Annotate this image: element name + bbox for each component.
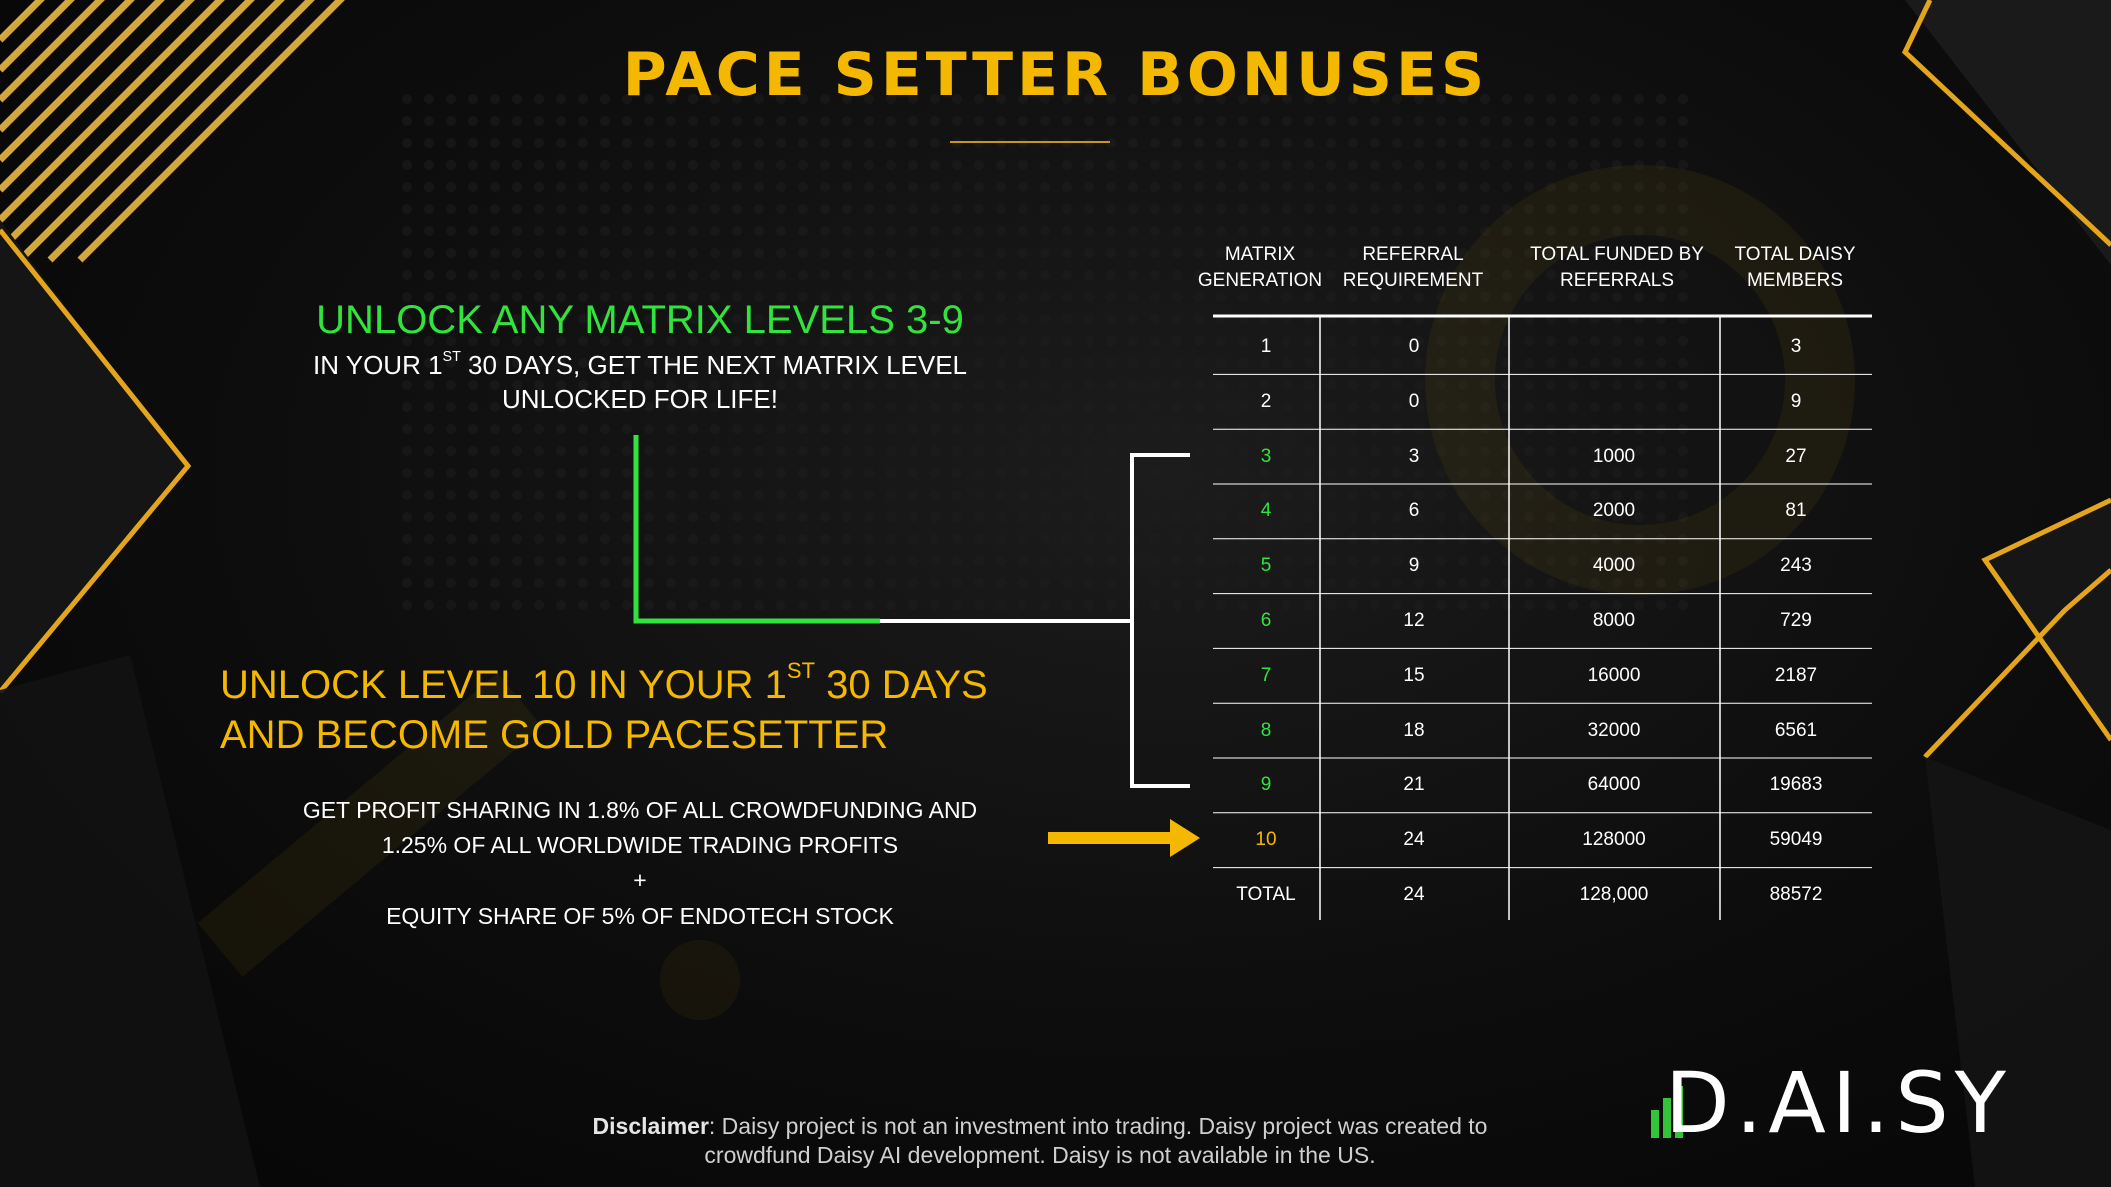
cell-members: 6561 xyxy=(1774,719,1818,741)
header-matrix-generation: MATRIX GENERATION xyxy=(1197,244,1323,291)
cell-members: 59049 xyxy=(1769,829,1823,851)
cell-generation: 5 xyxy=(1260,555,1272,577)
cell-generation: 10 xyxy=(1255,829,1277,851)
cell-requirement: 24 xyxy=(1403,829,1425,851)
benefit-line-3: EQUITY SHARE OF 5% OF ENDOTECH STOCK xyxy=(386,903,894,929)
cell-funded: 128,000 xyxy=(1579,884,1649,905)
cell-requirement: 0 xyxy=(1408,390,1420,412)
unlock-ten-heading: UNLOCK LEVEL 10 IN YOUR 1ST 30 DAYS AND BECOME GOLD PACESETTER xyxy=(220,658,988,757)
cell-generation: 8 xyxy=(1260,719,1272,741)
cell-generation: TOTAL xyxy=(1236,884,1296,905)
cell-funded: 8000 xyxy=(1592,610,1636,631)
cell-members: 729 xyxy=(1780,610,1812,631)
cell-members: 9 xyxy=(1790,390,1802,412)
benefit-line-1: GET PROFIT SHARING IN 1.8% OF ALL CROWDFUNDING AND xyxy=(302,797,978,823)
cell-requirement: 12 xyxy=(1403,610,1425,631)
cell-generation: 9 xyxy=(1260,774,1272,796)
header-total-funded: TOTAL FUNDED BY REFERRALS xyxy=(1530,244,1704,291)
cell-funded: 32000 xyxy=(1587,719,1641,741)
header-total-members: TOTAL DAISY MEMBERS xyxy=(1734,244,1856,291)
cell-requirement: 3 xyxy=(1408,445,1420,467)
gold-arrow-icon xyxy=(1048,819,1200,857)
cell-requirement: 21 xyxy=(1403,774,1425,796)
cell-members: 19683 xyxy=(1769,774,1823,796)
cell-members: 27 xyxy=(1785,445,1807,467)
cell-requirement: 24 xyxy=(1403,884,1425,905)
disclaimer: Disclaimer: Daisy project is not an investment into trading. Daisy project was created to crowdfund Daisy AI development. Daisy is not available in the US. xyxy=(592,1113,1488,1168)
gold-stripes-top-left xyxy=(0,0,345,260)
cell-members: 2187 xyxy=(1774,664,1818,686)
cell-generation: 2 xyxy=(1260,390,1272,412)
cell-funded: 64000 xyxy=(1587,774,1641,796)
cell-members: 3 xyxy=(1790,336,1802,357)
cell-funded: 128000 xyxy=(1582,829,1646,851)
cell-members: 81 xyxy=(1785,500,1807,522)
cell-funded: 4000 xyxy=(1592,555,1636,577)
cell-requirement: 15 xyxy=(1403,664,1425,686)
cell-members: 243 xyxy=(1780,555,1812,577)
benefit-line-2: 1.25% OF ALL WORLDWIDE TRADING PROFITS xyxy=(381,832,899,858)
unlock-any-heading: UNLOCK ANY MATRIX LEVELS 3-9 xyxy=(316,298,964,342)
cell-generation: 6 xyxy=(1260,610,1272,631)
header-referral-requirement: REFERRAL REQUIREMENT xyxy=(1342,244,1484,291)
cell-generation: 3 xyxy=(1260,445,1272,467)
benefit-plus: + xyxy=(633,867,647,893)
cell-generation: 1 xyxy=(1260,336,1272,357)
slide: PACE SETTER BONUSES UNLOCK ANY MATRIX LEVELS 3-9 IN YOUR 1ST 30 DAYS, GET THE NEXT MATRIX LEVEL UNLOCKED FOR LIFE! UNLOCK LEVEL 10 IN YOUR 1ST 30 DAYS AND BECOME GOLD PACESETTER GET PROFIT SHARING IN 1.8% OF ALL CROWDFUNDING AND 1.25% OF ALL WORLDWIDE TRADING PROFITS + EQUITY SHARE OF 5% OF ENDOTECH STOCK MATRIX GENERATION REFERRAL REQUIREMENT TOTAL FUNDED BY REFERRALS TOTAL DAISY MEMBERS 1 0 3 2 0 9 3 3 1000 27 4 6 2000 81 5 9 4000 243 6 12 8000 729 7 15 16000 2187 8 18 32000 6561 9 21 64000 19683 10 24 128000 59049 TOTAL 24 128,000 88572 Disclaimer: Daisy project is not an investment into trading. Daisy project was created to crowdfund Daisy AI development. Daisy is not available in the US. D.AI.SY xyxy=(0,0,2111,1187)
page-title: PACE SETTER BONUSES xyxy=(622,40,1489,110)
cell-requirement: 0 xyxy=(1408,336,1420,357)
cell-funded: 1000 xyxy=(1592,445,1636,467)
title-underline xyxy=(950,141,1110,143)
unlock-any-subtext: IN YOUR 1ST 30 DAYS, GET THE NEXT MATRIX LEVEL UNLOCKED FOR LIFE! xyxy=(312,349,968,414)
cell-members: 88572 xyxy=(1769,884,1823,905)
cell-requirement: 6 xyxy=(1408,500,1420,522)
cell-generation: 7 xyxy=(1260,664,1272,686)
cell-requirement: 9 xyxy=(1408,555,1420,577)
cell-funded: 16000 xyxy=(1587,664,1641,686)
cell-requirement: 18 xyxy=(1403,719,1425,741)
cell-funded: 2000 xyxy=(1592,500,1636,522)
cell-generation: 4 xyxy=(1260,500,1272,522)
